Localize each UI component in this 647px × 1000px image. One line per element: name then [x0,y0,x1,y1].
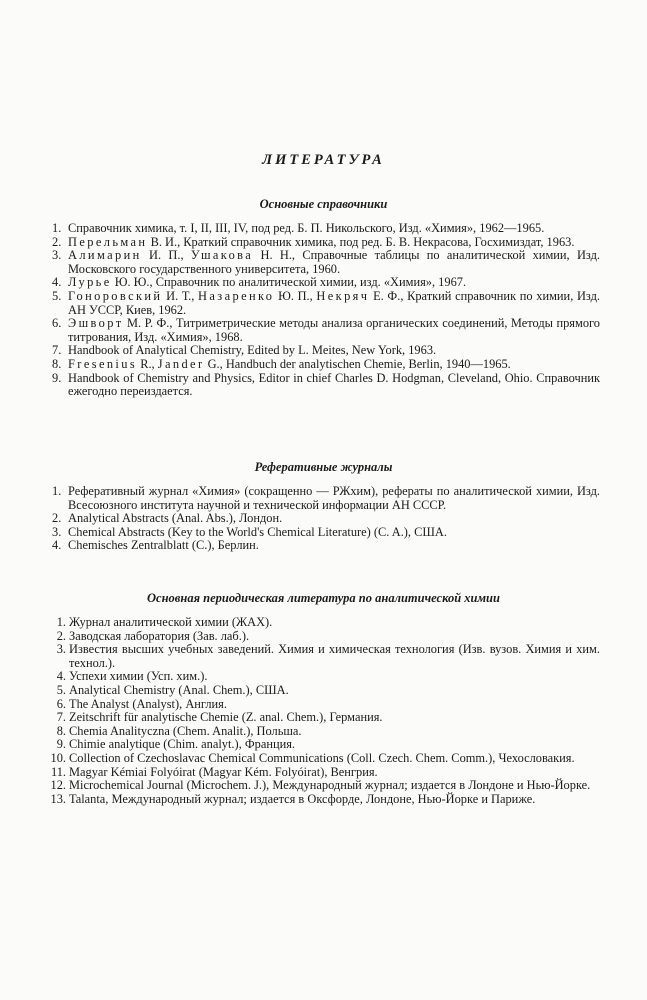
reference-item [52,344,600,358]
reference-item [52,358,600,372]
reference-text: Microchemical Journal (Microchem. J.), Международный журнал; издается в Лондоне и Нью-Йорке. [69,778,591,793]
reference-number: 4. [52,275,62,290]
reference-number: 1. [52,484,62,498]
reference-item [52,290,600,317]
reference-number: 1. [52,221,62,235]
reference-text: Н. Н., Справочные таблицы по аналитической химии, Изд. Московского государственного университета, 1960. [68,248,600,276]
page-title: ЛИТЕРАТУРА [262,152,385,168]
reference-item [52,670,600,684]
reference-item [52,236,600,250]
reference-item [52,684,600,698]
reference-number: 5. [52,288,62,303]
reference-text: G., Handbuch der analytischen Chemie, Berlin, 1940—1965. [204,356,511,371]
reference-number: 9. [52,370,62,385]
reference-text: Handbook of Chemistry and Physics, Editor in chief Charles D. Hodgman, Cleveland, Ohio. Справочник ежегодно переиздается. [68,370,600,399]
reference-item [52,249,600,276]
section-title-handbooks: Основные справочники [259,197,388,211]
reference-number: 3. [56,642,66,657]
reference-text: Handbook of Analytical Chemistry, Edited by L. Meites, New York, 1963. [68,343,437,358]
reference-item [52,512,600,526]
reference-number: 8. [56,723,66,738]
reference-text: Журнал аналитической химии (ЖАХ). [69,615,273,629]
reference-number: 9. [56,737,66,752]
reference-text: Analytical Abstracts (Anal. Abs.), Лондон. [68,511,283,526]
author-name: Fresenius [68,356,138,371]
reference-item [52,372,600,399]
author-name: Назаренко [198,288,275,303]
author-name: Ушакова [190,248,254,263]
section-title-abstract-journals: Реферативные журналы [254,460,393,474]
reference-text: Ю. Ю., Справочник по аналитической химии, изд. «Химия», 1967. [111,275,467,290]
reference-number: 2. [52,511,62,526]
reference-text: В. И., Краткий справочник химика, под ред. Б. В. Некрасова, Госхимиздат, 1963. [147,234,575,249]
author-name: Гоноровский [68,288,163,303]
reference-item [52,539,600,553]
reference-number: 7. [56,710,66,725]
reference-number: 6. [56,696,66,711]
reference-number: 5. [56,682,66,697]
reference-item [52,793,600,807]
reference-text: Успехи химии (Усп. хим.). [69,669,208,684]
author-name: Лурье [68,275,112,290]
reference-item [52,485,600,512]
reference-text: Chemisches Zentralblatt (C.), Берлин. [68,538,259,553]
reference-number: 3. [52,248,62,263]
reference-text: Известия высших учебных заведений. Химия и химическая технология (Изв. вузов. Химия и хим. технол.). [69,642,600,670]
author-name: Алимарин [68,248,142,263]
reference-item [52,616,600,630]
reference-item [52,526,600,540]
reference-text: М. Р. Ф., Титриметрические методы анализа органических соединений, Методы прямого титрования, Изд. «Химия», 1968. [68,316,600,344]
reference-text: Chemia Analityczna (Chem. Analit.), Польша. [69,723,302,738]
reference-item [52,725,600,739]
author-name: Некряч [316,288,370,303]
reference-list-abstract-journals [52,485,600,553]
reference-number: 11. [50,764,66,779]
section-title-periodicals: Основная периодическая литература по аналитической химии [147,591,500,605]
reference-text: Zeitschrift für analytische Chemie (Z. anal. Chem.), Германия. [69,710,383,725]
reference-number: 3. [52,524,62,539]
reference-number: 12. [50,778,66,793]
reference-text: Magyar Kémiai Folyóirat (Magyar Kém. Folyóirat), Венгрия. [69,764,378,779]
reference-item [52,317,600,344]
author-name: Jander [157,356,205,371]
reference-number: 4. [56,669,66,684]
reference-item [52,766,600,780]
reference-item [52,276,600,290]
reference-item [52,711,600,725]
reference-list-periodicals [52,616,600,806]
reference-text: The Analyst (Analyst), Англия. [69,696,227,711]
reference-text: И. П., [141,248,191,263]
reference-text: И. Т., [162,288,199,303]
reference-text: Ю. П., [274,288,317,303]
reference-text: R., [137,356,158,371]
reference-number: 6. [52,316,62,331]
reference-number: 7. [52,343,62,358]
reference-number: 10. [50,750,66,765]
reference-item [52,643,600,670]
reference-number: 2. [52,234,62,249]
reference-number: 8. [52,356,62,371]
reference-item [52,698,600,712]
reference-text: Справочник химика, т. I, II, III, IV, под ред. Б. П. Никольского, Изд. «Химия», 1962—1965. [68,221,545,235]
reference-number: 1. [56,615,66,629]
author-name: Эшворт [68,316,124,331]
reference-text: Реферативный журнал «Химия» (сокращенно — РЖхим), рефераты по аналитической химии, Изд. Всесоюзного института научной и технической информации АН СССР. [68,484,600,512]
reference-item [52,738,600,752]
reference-number: 2. [56,628,66,643]
reference-list-handbooks [52,222,600,399]
reference-item [52,630,600,644]
reference-item [52,779,600,793]
reference-item [52,752,600,766]
reference-text: Collection of Czechoslavac Chemical Communications (Coll. Czech. Chem. Comm.), Чехословакия. [69,750,575,765]
reference-number: 4. [52,538,62,553]
reference-text: Talanta, Международный журнал; издается в Оксфорде, Лондоне, Нью-Йорке и Париже. [69,791,536,806]
reference-number: 13. [50,791,66,806]
reference-text: Chemical Abstracts (Key to the World's Chemical Literature) (C. A.), США. [68,524,447,539]
reference-text: Chimie analytique (Chim. analyt.), Франция. [69,737,296,752]
reference-text: Е. Ф., Краткий справочник по химии, Изд. АН УССР, Киев, 1962. [68,288,600,317]
reference-text: Analytical Chemistry (Anal. Chem.), США. [69,682,289,697]
reference-text: Заводская лаборатория (Зав. лаб.). [69,628,250,643]
author-name: Перельман [68,234,148,249]
reference-item [52,222,600,236]
